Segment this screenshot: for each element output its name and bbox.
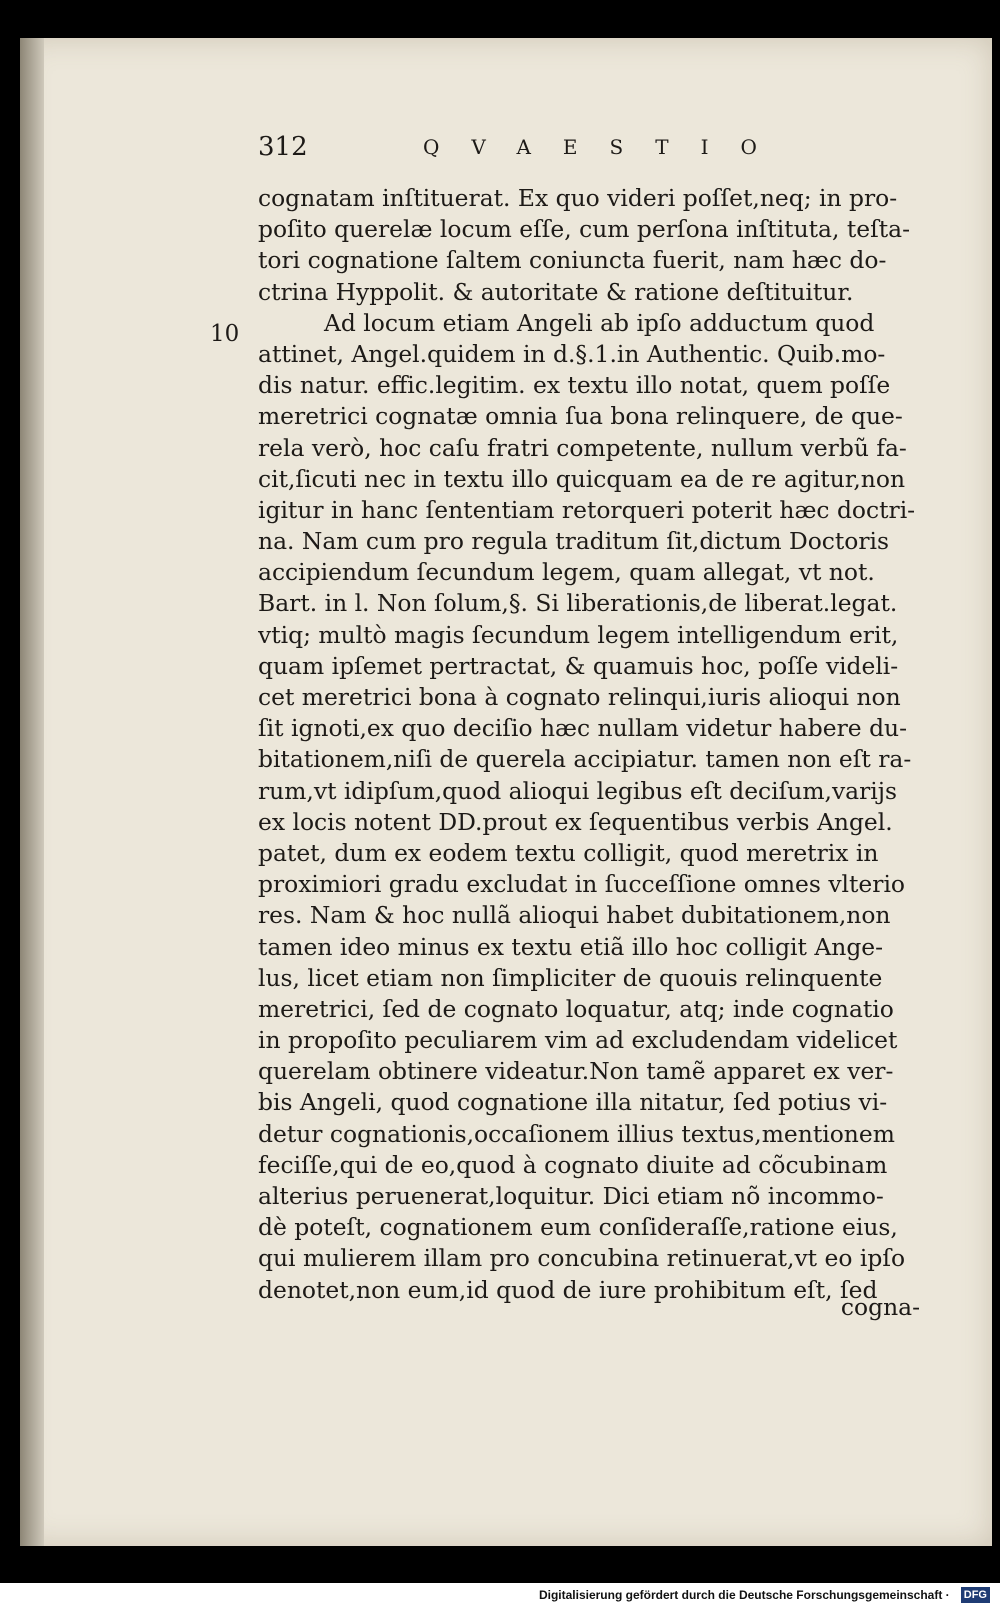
running-head: QVAESTIO (423, 135, 789, 159)
text-line: proximiori gradu excludat in ſucceſſione omnes vlterio (258, 870, 906, 899)
text-line: igitur in hanc ſententiam retorqueri poterit hæc doctri- (258, 495, 916, 524)
text-line: querelam obtinere videatur.Non tamẽ apparet ex ver- (258, 1057, 894, 1086)
dfg-logo-icon[interactable]: DFG (961, 1587, 990, 1603)
text-line: ſit ignoti,ex quo deciſio hæc nullam videtur habere du- (258, 714, 908, 743)
text-line: patet, dum ex eodem textu colligit, quod meretrix in (258, 838, 879, 867)
text-line: meretrici cognatæ omnia ſua bona relinquere, de que- (258, 402, 903, 431)
text-line: tamen ideo minus ex textu etiã illo hoc colligit Ange- (258, 932, 884, 961)
text-line: poſito querelæ locum eſſe, cum perſona inſtituta, teſta- (258, 215, 911, 244)
text-line: lus, licet etiam non ſimpliciter de quouis relinquente (258, 963, 883, 992)
catchword: cogna- (840, 1293, 920, 1321)
text-line: attinet, Angel.quidem in d.§.1.in Authentic. Quib.mo- (258, 339, 886, 368)
text-line: denotet,non eum,id quod de iure prohibitum eſt, ſed (258, 1275, 878, 1304)
text-line: cet meretrici bona à cognato relinqui,iuris alioqui non (258, 683, 901, 711)
text-line: qui mulierem illam pro concubina retinuerat,vt eo ipſo (258, 1244, 906, 1273)
text-line: vtiq; multò magis ſecundum legem intelligendum erit, (258, 620, 899, 649)
text-line: feciſſe,qui de eo,quod à cognato diuite ad cõcubinam (258, 1150, 888, 1179)
text-line: dis natur. effic.legitim. ex textu illo notat, quem poſſe (258, 371, 891, 400)
text-line: alterius peruenerat,loquitur. Dici etiam nõ incommo- (258, 1182, 884, 1210)
text-line: meretrici, ſed de cognato loquatur, atq; inde cognatio (258, 994, 894, 1023)
text-line: res. Nam & hoc nullã alioqui habet dubitationem,non (258, 901, 891, 930)
page-header (258, 132, 938, 166)
text-line: accipiendum ſecundum legem, quam allegat, vt not. (258, 558, 875, 587)
text-line: bis Angeli, quod cognatione illa nitatur, ſed potius vi- (258, 1088, 888, 1117)
text-line: in propoſito peculiarem vim ad excludendam videlicet (258, 1026, 898, 1055)
margin-line-number: 10 (210, 321, 240, 347)
text-line: tori cognatione ſaltem coniuncta fuerit, nam hæc do- (258, 246, 887, 275)
text-line: bitationem,niſi de querela accipiatur. tamen non eſt ra- (258, 745, 912, 774)
text-line: ex locis notent DD.prout ex ſequentibus verbis Angel. (258, 807, 893, 836)
text-line: rela verò, hoc caſu fratri competente, nullum verbũ fa- (258, 433, 907, 462)
text-line: cit,ſicuti nec in textu illo quicquam ea de re agitur,non (258, 464, 906, 493)
text-line: dè poteſt, cognationem eum conſideraſſe,ratione eius, (258, 1213, 898, 1242)
text-line: cognatam inſtituerat. Ex quo videri poſſet,neq; in pro- (258, 184, 898, 212)
text-line: Ad locum etiam Angeli ab ipſo adductum quod (324, 308, 875, 337)
page-gutter-shadow (20, 38, 44, 1546)
text-line: Bart. in l. Non ſolum,§. Si liberationis,de liberat.legat. (258, 589, 898, 618)
text-line: rum,vt idipſum,quod alioqui legibus eſt deciſum,varijs (258, 776, 898, 805)
text-line: detur cognationis,occaſionem illius textus,mentionem (258, 1119, 895, 1148)
text-line: ctrina Hyppolit. & autoritate & ratione deſtituitur. (258, 277, 854, 306)
digitization-footer (0, 1583, 1000, 1607)
page-number: 312 (258, 132, 308, 162)
funding-credit: Digitalisierung gefördert durch die Deutsche Forschungsgemeinschaft · (538, 1588, 950, 1602)
body-text (258, 183, 938, 1306)
text-line: quam ipſemet pertractat, & quamuis hoc, poſſe videli- (258, 651, 899, 680)
text-line: na. Nam cum pro regula traditum ſit,dictum Doctoris (258, 527, 890, 556)
